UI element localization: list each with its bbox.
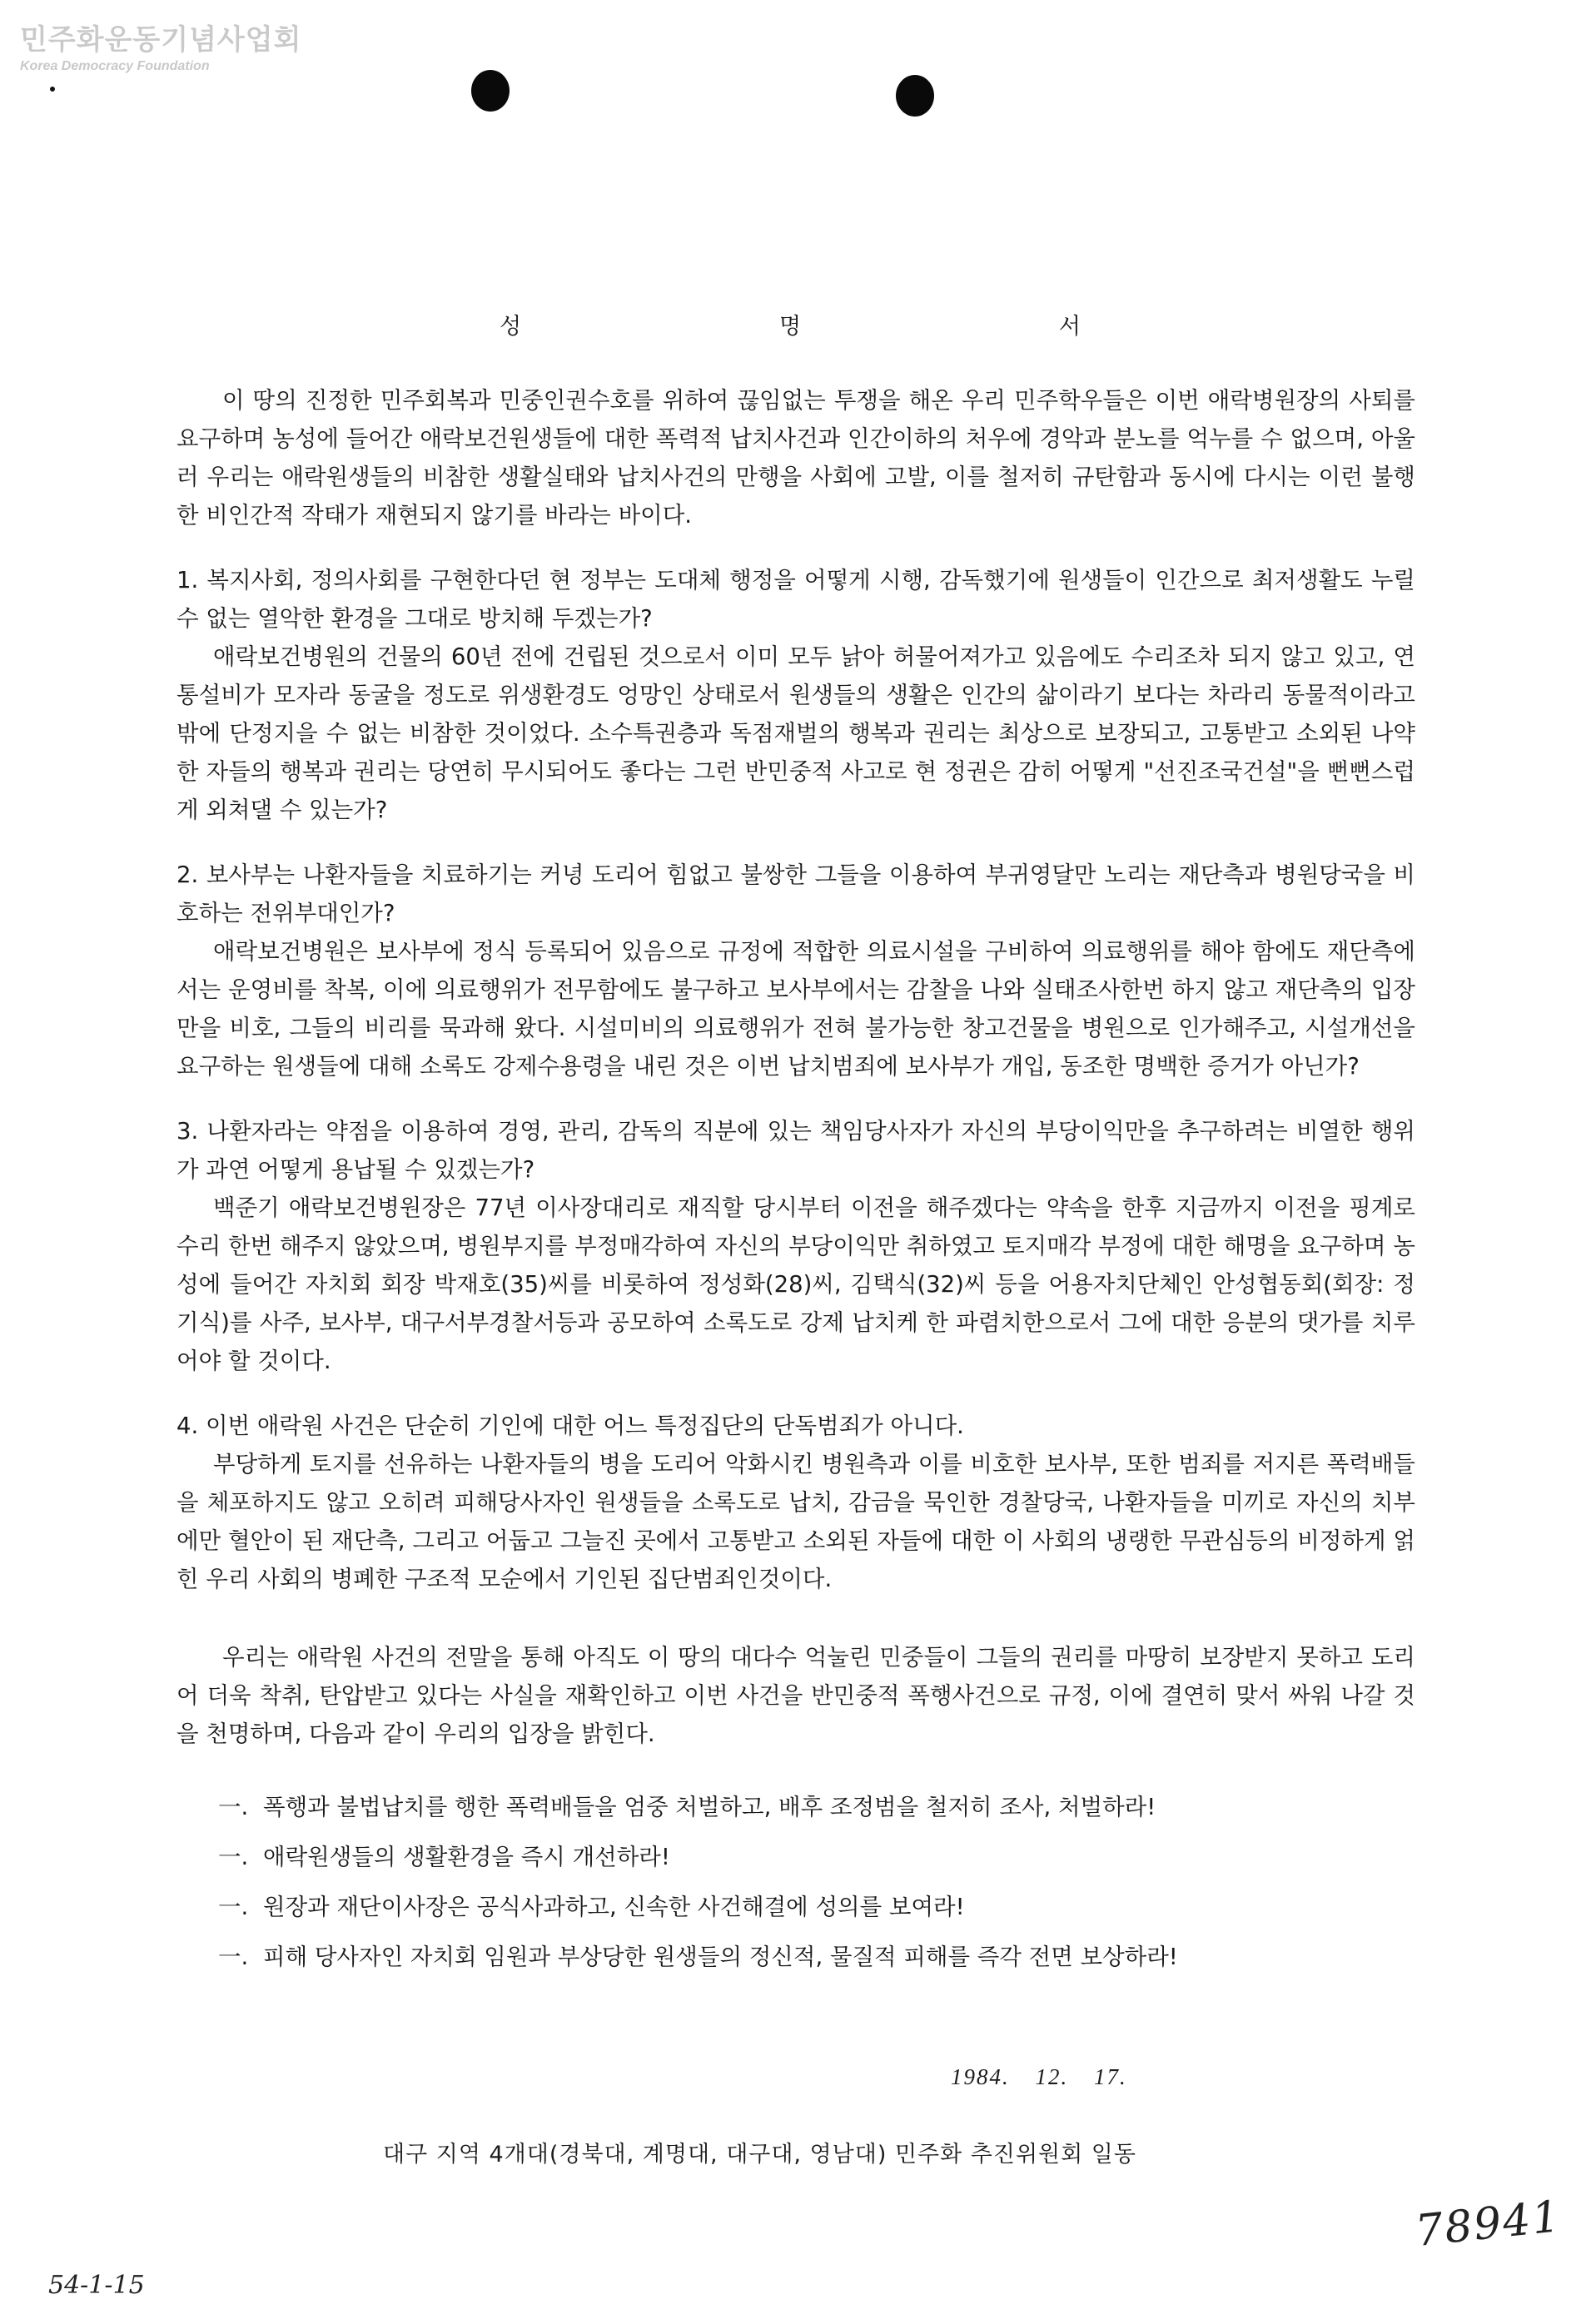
demand-item — [218, 1888, 1415, 1926]
demands-list — [177, 1788, 1415, 1976]
punch-hole-left — [471, 70, 510, 112]
demand-bullet: 一. — [218, 1844, 249, 1870]
statement-body — [177, 381, 1415, 1988]
handwritten-file-code: 54-1-15 — [48, 2271, 145, 2300]
demand-text: 원장과 재단이사장은 공식사과하고, 신속한 사건해결에 성의를 보여라! — [263, 1894, 965, 1920]
statement-date: 1984. 12. 17. — [951, 2064, 1127, 2089]
section-1-text: 애락보건병원의 건물의 60년 전에 건립된 것으로서 이미 모두 낡아 허물어져가고 있음에도 수리조차 되지 않고 있고, 연통설비가 모자라 동굴을 정도로 위생환경도 엉망인 상태로서 원생들의 생활은 인간의 삶이라기 보다는 차라리 동물적이라고 밖에 단정지을 수 없는 비참한 것이었다. 소수특권층과 독점재벌의 행복과 권리는 최상으로 보장되고, 고통받고 소외된 나약한 자들의 행복과 권리는 당연히 무시되어도 좋다는 그런 반민중적 사고로 현 정권은 감히 어떻게 "선진조국건설"을 뻔뻔스럽게 외쳐댈 수 있는가? — [177, 643, 1415, 823]
watermark-korean: 민주화운동기념사업회 — [20, 23, 302, 57]
demand-item — [218, 1938, 1415, 1976]
demand-bullet: 一. — [218, 1894, 249, 1920]
section-1-heading: 1. 복지사회, 정의사회를 구현한다던 현 정부는 도대체 행정을 어떻게 시행, 감독했기에 원생들이 인간으로 최저생활도 누릴 수 없는 열악한 환경을 그대로 방치해 두겠는가? — [177, 567, 1415, 632]
scan-speck — [50, 87, 55, 92]
page-title — [500, 308, 1082, 340]
title-char-1: 성 — [500, 314, 524, 340]
signatory: 대구 지역 4개대(경북대, 계명대, 대구대, 영남대) 민주화 추진위원회 일동 — [383, 2142, 1136, 2168]
demand-item — [218, 1788, 1415, 1826]
section-2-text: 애락보건병원은 보사부에 정식 등록되어 있음으로 규정에 적합한 의료시설을 구비하여 의료행위를 해야 함에도 재단측에서는 운영비를 착복, 이에 의료행위가 전무함에도 불구하고 보사부에서는 감찰을 나와 실태조사한번 하지 않고 재단측의 입장만을 비호, 그들의 비리를 묵과해 왔다. 시설미비의 의료행위가 전혀 불가능한 창고건물을 병원으로 인가해주고, 시설개선을 요구하는 원생들에 대해 소록도 강제수용령을 내린 것은 이번 납치범죄에 보사부가 개입, 동조한 명백한 증거가 아닌가? — [177, 938, 1415, 1080]
watermark — [20, 17, 301, 74]
demand-bullet: 一. — [218, 1794, 249, 1820]
closing-paragraph: 우리는 애락원 사건의 전말을 통해 아직도 이 땅의 대다수 억눌린 민중들이 그들의 권리를 마땅히 보장받지 못하고 도리어 더욱 착취, 탄압받고 있다는 사실을 재확인하고 이번 사건을 반민중적 폭행사건으로 규정, 이에 결연히 맞서 싸워 나갈 것을 천명하며, 다음과 같이 우리의 입장을 밝힌다. — [177, 1644, 1415, 1747]
demand-text: 피해 당사자인 자치회 임원과 부상당한 원생들의 정신적, 물질적 피해를 즉각 전면 보상하라! — [263, 1944, 1178, 1970]
watermark-english: Korea Democracy Foundation — [20, 59, 210, 73]
demand-text: 애락원생들의 생활환경을 즉시 개선하라! — [263, 1844, 670, 1870]
section-4-heading: 4. 이번 애락원 사건은 단순히 기인에 대한 어느 특정집단의 단독범죄가 아니다. — [177, 1413, 964, 1439]
title-char-2: 명 — [778, 314, 803, 340]
section-4-text: 부당하게 토지를 선유하는 나환자들의 병을 도리어 악화시킨 병원측과 이를 비호한 보사부, 또한 범죄를 저지른 폭력배들을 체포하지도 않고 오히려 피해당사자인 원생들을 소록도로 납치, 감금을 묵인한 경찰당국, 나환자들을 미끼로 자신의 치부에만 혈안이 된 재단측, 그리고 어둡고 그늘진 곳에서 고통받고 소외된 자들에 대한 이 사회의 냉랭한 무관심등의 비정하게 얽힌 우리 사회의 병폐한 구조적 모순에서 기인된 집단범죄인것이다. — [177, 1451, 1415, 1592]
demand-text: 폭행과 불법납치를 행한 폭력배들을 엄중 처벌하고, 배후 조정범을 철저히 조사, 처벌하라! — [263, 1794, 1156, 1820]
title-char-3: 서 — [1058, 314, 1082, 340]
section-2-heading: 2. 보사부는 나환자들을 치료하기는 커녕 도리어 힘없고 불쌍한 그들을 이용하여 부귀영달만 노리는 재단측과 병원당국을 비호하는 전위부대인가? — [177, 862, 1415, 926]
demand-bullet: 一. — [218, 1944, 249, 1970]
section-3-text: 백준기 애락보건병원장은 77년 이사장대리로 재직할 당시부터 이전을 해주겠다는 약속을 한후 지금까지 이전을 핑계로 수리 한번 해주지 않았으며, 병원부지를 부정매각하여 자신의 부당이익만 취하였고 토지매각 부정에 대한 해명을 요구하며 농성에 들어간 자치회 회장 박재호(35)씨를 비롯하여 정성화(28)씨, 김택식(32)씨 등을 어용자치단체인 안성협동회(회장: 정기식)를 사주, 보사부, 대구서부경찰서등과 공모하여 소록도로 강제 납치케 한 파렴치한으로서 그에 대한 응분의 댓가를 치루어야 할 것이다. — [177, 1194, 1415, 1374]
intro-paragraph: 이 땅의 진정한 민주회복과 민중인권수호를 위하여 끊임없는 투쟁을 해온 우리 민주학우들은 이번 애락병원장의 사퇴를 요구하며 농성에 들어간 애락보건원생들에 대한 폭력적 납치사건과 인간이하의 처우에 경악과 분노를 억누를 수 없으며, 아울러 우리는 애락원생들의 비참한 생활실태와 납치사건의 만행을 사회에 고발, 이를 철저히 규탄함과 동시에 다시는 이런 불행한 비인간적 작태가 재현되지 않기를 바라는 바이다. — [177, 387, 1415, 529]
demand-item — [218, 1838, 1415, 1876]
handwritten-archive-number: 78941 — [1413, 2191, 1564, 2257]
section-3-heading: 3. 나환자라는 약점을 이용하여 경영, 관리, 감독의 직분에 있는 책임당사자가 자신의 부당이익만을 추구하려는 비열한 행위가 과연 어떻게 용납될 수 있겠는가? — [177, 1118, 1415, 1183]
punch-hole-right — [896, 75, 934, 117]
